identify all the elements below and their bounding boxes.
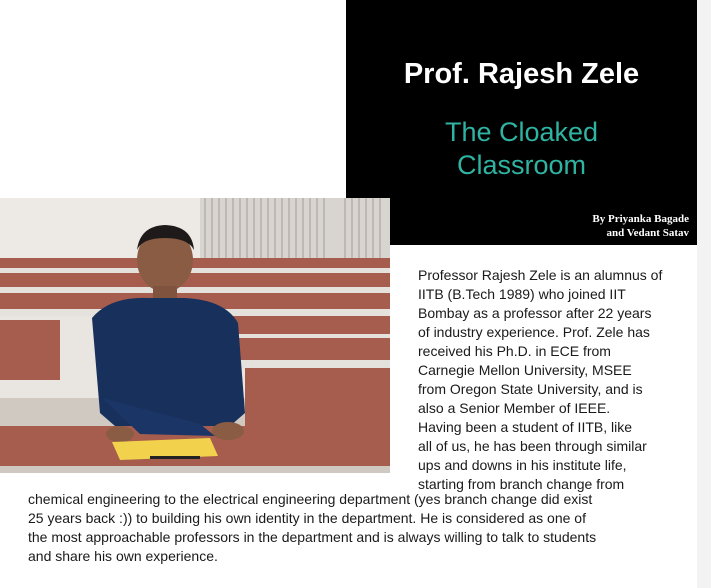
article-line: Professor Rajesh Zele is an alumnus of [418,267,663,283]
article-line: received his Ph.D. in ECE from [418,343,611,359]
byline-line: By Priyanka Bagade [592,213,689,225]
article-line: Carnegie Mellon University, MSEE [418,362,632,378]
classroom-illustration [0,198,390,473]
article-line: starting from branch change from [418,476,625,492]
article-line: Having been a student of IITB, like [418,419,633,435]
article-line: IITB (B.Tech 1989) who joined IIT [418,286,626,302]
article-line: also a Senior Member of IEEE. [418,400,611,416]
title-block [346,0,697,245]
byline-line: and Vedant Satav [606,227,689,239]
article-line: all of us, he has been through similar [418,438,647,454]
page-edge-strip [697,0,711,588]
article-line: 25 years back :)) to building his own identity in the department. He is considered as one of [28,510,586,526]
article-continuation [28,490,688,566]
article-line: and share his own experience. [28,548,218,564]
article-subtitle [346,116,697,182]
professor-name: Prof. Rajesh Zele [403,58,640,90]
article-line: from Oregon State University, and is [418,381,643,397]
article-line: ups and downs in his institute life, [418,457,627,473]
article-line: of industry experience. Prof. Zele has [418,324,650,340]
article-line: the most approachable professors in the department and is always willing to talk to students [28,529,597,545]
subtitle-line: The Cloaked [444,117,599,147]
article-intro-column [418,266,688,494]
article-line: chemical engineering to the electrical engineering department (yes branch change did exist [28,491,593,507]
article-line: Bombay as a professor after 22 years [418,305,652,321]
classroom-photo [0,198,390,473]
subtitle-line: Classroom [456,150,587,180]
byline [592,212,689,240]
